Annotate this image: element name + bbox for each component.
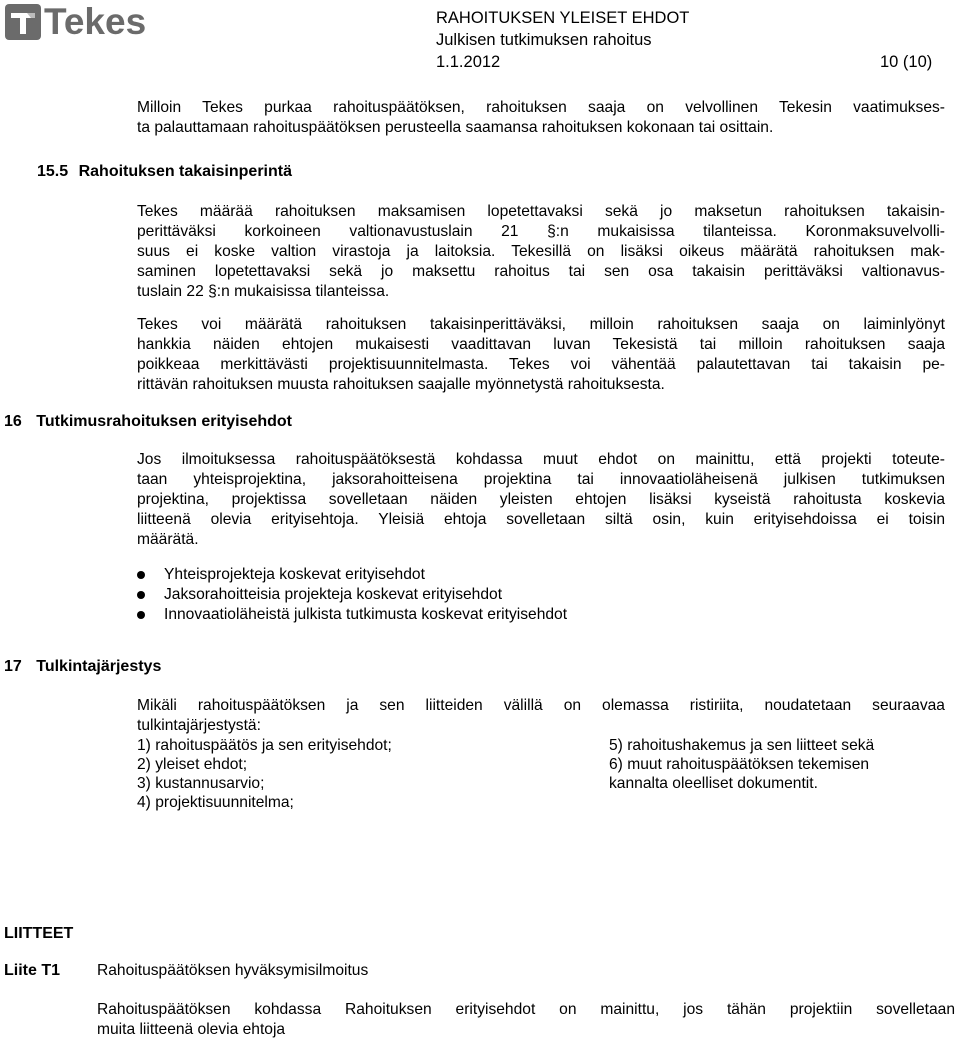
- logo-text: Tekes: [44, 1, 147, 42]
- appendices-heading: LIITTEET: [4, 925, 74, 942]
- paragraph-line: projektina, projektissa sovelletaan näiden yleisten ehtojen lisäksi kyseistä rahoitusta koskevia: [137, 491, 945, 508]
- paragraph-line: Rahoituspäätöksen kohdassa Rahoituksen erityisehdot on mainittu, jos tähän projektiin sovelletaan: [97, 1001, 955, 1018]
- order-item: 2) yleiset ehdot;: [137, 756, 248, 773]
- paragraph-line: suus ei koske valtion virastoja ja laitoksia. Tekesillä on lisäksi oikeus määrätä rahoituksen mak-: [137, 243, 945, 260]
- section-number: 15.5: [37, 163, 69, 180]
- section-number: 17: [4, 658, 22, 675]
- list-item: [137, 565, 837, 585]
- section-15-5-paragraph-2: [137, 315, 945, 395]
- bullet-icon: [137, 611, 145, 619]
- bullet-icon: [137, 571, 145, 579]
- order-item: 3) kustannusarvio;: [137, 775, 265, 792]
- list-item-text: Jaksorahoitteisia projekteja koskevat erityisehdot: [164, 586, 503, 603]
- paragraph-line: hankkia näiden ehtojen mukaisesti vaadittavan luvan Tekesistä tai milloin rahoituksen saaja: [137, 336, 945, 353]
- order-item: 5) rahoitushakemus ja sen liitteet sekä: [609, 737, 875, 754]
- interpretation-order-left: [137, 736, 587, 812]
- paragraph-line: muita liitteenä olevia ehtoja: [97, 1021, 286, 1038]
- page-number: 10 (10): [880, 53, 933, 71]
- paragraph-line: tulkintajärjestystä:: [137, 717, 261, 734]
- intro-line: Milloin Tekes purkaa rahoituspäätöksen, rahoituksen saaja on velvollinen Tekesin vaatimukses-: [137, 99, 945, 116]
- paragraph-line: määrätä.: [137, 531, 199, 548]
- order-item: 6) muut rahoituspäätöksen tekemisen: [609, 756, 870, 773]
- doc-date: 1.1.2012: [436, 53, 501, 71]
- paragraph-line: Mikäli rahoituspäätöksen ja sen liitteiden välillä on olemassa ristiriita, noudatetaan seuraavaa: [137, 697, 945, 714]
- section-17-heading: [4, 658, 161, 676]
- doc-subtitle: Julkisen tutkimuksen rahoitus: [436, 31, 652, 49]
- section-16-paragraph: [137, 450, 945, 550]
- doc-title: RAHOITUKSEN YLEISET EHDOT: [436, 9, 690, 27]
- paragraph-line: perittäväksi korkoineen valtionavustuslain 21 §:n mukaisissa tilanteissa. Koronmaksuvelvolli-: [137, 223, 945, 240]
- list-item: [137, 605, 837, 625]
- paragraph-line: Jos ilmoituksessa rahoituspäätöksestä kohdassa muut ehdot on mainittu, että projekti toteute-: [137, 451, 945, 468]
- order-item: 1) rahoituspäätös ja sen erityisehdot;: [137, 737, 392, 754]
- paragraph-line: liitteenä olevia erityisehtoja. Yleisiä ehtoja sovelletaan siltä osin, kuin erityisehdoissa ei toisin: [137, 511, 945, 528]
- section-17-intro: [137, 696, 945, 736]
- section-16-heading: [4, 413, 292, 431]
- special-conditions-list: [137, 565, 837, 625]
- appendix-label: Liite T1: [4, 962, 61, 979]
- paragraph-line: Tekes määrää rahoituksen maksamisen lopetettavaksi sekä jo maksetun rahoituksen takaisin-: [137, 203, 945, 220]
- paragraph-line: poikkeaa merkittävästi projektisuunnitelmasta. Tekes voi vähentää palautettavan tai takaisin pe-: [137, 356, 945, 373]
- tekes-logo: [4, 2, 146, 42]
- paragraph-line: Tekes voi määrätä rahoituksen takaisinperittäväksi, milloin rahoituksen saaja on laiminlyönyt: [137, 316, 945, 333]
- paragraph-line: rittävän rahoituksen muusta rahoituksen saajalle myönnetystä rahoituksesta.: [137, 376, 665, 393]
- list-item-text: Innovaatioläheistä julkista tutkimusta koskevat erityisehdot: [164, 606, 568, 623]
- paragraph-line: tuslain 22 §:n mukaisissa tilanteissa.: [137, 283, 390, 300]
- section-title: Rahoituksen takaisinperintä: [78, 163, 292, 180]
- list-item: [137, 585, 837, 605]
- section-title: Tulkintajärjestys: [36, 658, 162, 675]
- tekes-logo-icon: [4, 3, 42, 41]
- bullet-icon: [137, 591, 145, 599]
- order-item: kannalta oleelliset dokumentit.: [609, 775, 818, 792]
- intro-line: ta palauttamaan rahoituspäätöksen perusteella saamansa rahoituksen kokonaan tai osittain.: [137, 119, 774, 136]
- order-item: 4) projektisuunnitelma;: [137, 794, 294, 811]
- section-15-5-heading: [37, 163, 292, 181]
- paragraph-line: taan yhteisprojektina, jaksorahoitteisena projektina tai innovaatioläheisenä julkisen tutkimuksen: [137, 471, 945, 488]
- list-item-text: Yhteisprojekteja koskevat erityisehdot: [164, 566, 425, 583]
- section-title: Tutkimusrahoituksen erityisehdot: [36, 413, 292, 430]
- section-15-5-paragraph-1: [137, 202, 945, 302]
- intro-paragraph: [137, 98, 945, 138]
- interpretation-order-right: [609, 736, 949, 793]
- appendix-note: [97, 1000, 955, 1040]
- appendix-name: Rahoituspäätöksen hyväksymisilmoitus: [97, 962, 369, 979]
- paragraph-line: saminen lopetettavaksi sekä jo maksettu rahoitus tai sen osa takaisin perittäväksi valtionavus-: [137, 263, 945, 280]
- section-number: 16: [4, 413, 22, 430]
